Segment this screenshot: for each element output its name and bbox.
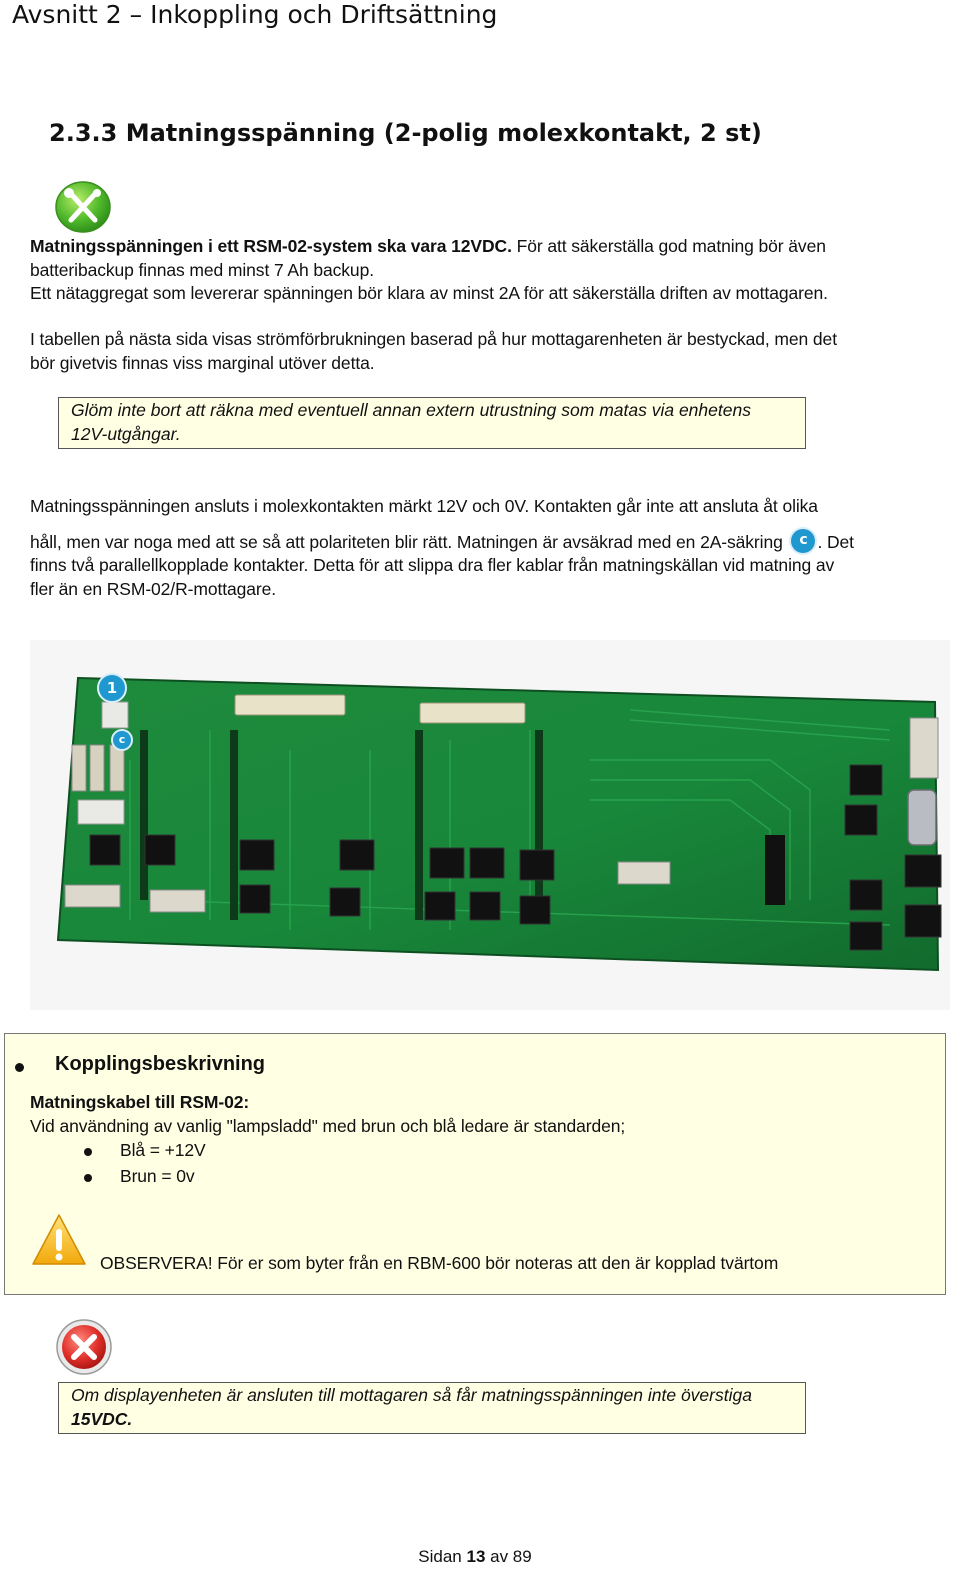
warning-note-box — [58, 1382, 806, 1434]
panel-cable-title: Matningskabel till RSM-02: — [30, 1092, 250, 1112]
warning-icon — [30, 1212, 88, 1268]
warning-line1: Om displayenheten är ansluten till mottagaren så får matningsspänningen inte överstiga — [71, 1385, 752, 1405]
circuit-board-photo — [30, 640, 950, 1010]
reminder-line1: Glöm inte bort att räkna med eventuell annan extern utrustning som matas via enhetens — [71, 400, 751, 420]
connection-line1: Matningsspänningen ansluts i molexkontakten märkt 12V och 0V. Kontakten går inte att ansluta åt olika — [30, 496, 818, 516]
footer-suffix: av 89 — [485, 1547, 532, 1566]
subsection-title: 2.3.3 Matningsspänning (2-polig molexkontakt, 2 st) — [49, 119, 762, 147]
fuse-marker-icon: c — [791, 529, 815, 553]
error-icon — [55, 1318, 113, 1376]
connection-paragraph — [30, 495, 940, 601]
panel-cable-desc: Vid användning av vanlig "lampsladd" med brun och blå ledare är standarden; — [30, 1115, 626, 1136]
intro-paragraph — [30, 235, 940, 306]
board-marker-c: c — [118, 733, 126, 746]
section-header: Avsnitt 2 – Inkoppling och Driftsättning — [12, 0, 498, 29]
panel-bullet — [15, 1063, 24, 1072]
intro-line1-rest: För att säkerställa god matning bör även — [511, 236, 826, 256]
observe-text: OBSERVERA! För er som byter från en RBM-600 bör noteras att den är kopplad tvärtom — [100, 1253, 779, 1273]
intro-bold-lead: Matningsspänningen i ett RSM-02-system ska vara 12VDC. — [30, 236, 512, 256]
panel-cable-block — [30, 1091, 940, 1138]
panel-item-bullet — [84, 1174, 92, 1182]
intro-line3: Ett nätaggregat som levererar spänningen bör klara av minst 2A för att säkerställa driften av mottagaren. — [30, 283, 828, 303]
connection-line2: håll, men var noga med att se så att polariteten blir rätt. Matningen är avsäkrad med en 2A-säkring — [30, 531, 783, 552]
table-note-line2: bör givetvis finnas viss marginal utöver detta. — [30, 352, 375, 373]
page-footer — [0, 1547, 950, 1567]
panel-item: Blå = +12V — [120, 1140, 206, 1160]
connection-line4: fler än en RSM-02/R-mottagare. — [30, 578, 276, 599]
reminder-line2: 12V-utgångar. — [71, 423, 181, 444]
connection-line2-after: . Det — [817, 531, 854, 552]
footer-page-number: 13 — [466, 1547, 486, 1566]
warning-line2: 15VDC. — [71, 1408, 133, 1429]
panel-item-bullet — [84, 1148, 92, 1156]
table-note-line1: I tabellen på nästa sida visas strömförbrukningen baserad på hur mottagarenheten är bestyckad, men det — [30, 329, 837, 349]
panel-heading: Kopplingsbeskrivning — [55, 1053, 266, 1075]
intro-line2: batteribackup finnas med minst 7 Ah backup. — [30, 259, 374, 280]
board-marker-1: 1 — [106, 679, 118, 697]
table-note-paragraph — [30, 328, 940, 375]
connection-line3: finns två parallellkopplade kontakter. Detta för att slippa dra fler kablar från matningskällan vid matning av — [30, 555, 835, 575]
tools-icon — [54, 180, 112, 234]
footer-prefix: Sidan — [418, 1547, 467, 1566]
panel-item: Brun = 0v — [120, 1166, 195, 1186]
reminder-note-box — [58, 397, 806, 449]
